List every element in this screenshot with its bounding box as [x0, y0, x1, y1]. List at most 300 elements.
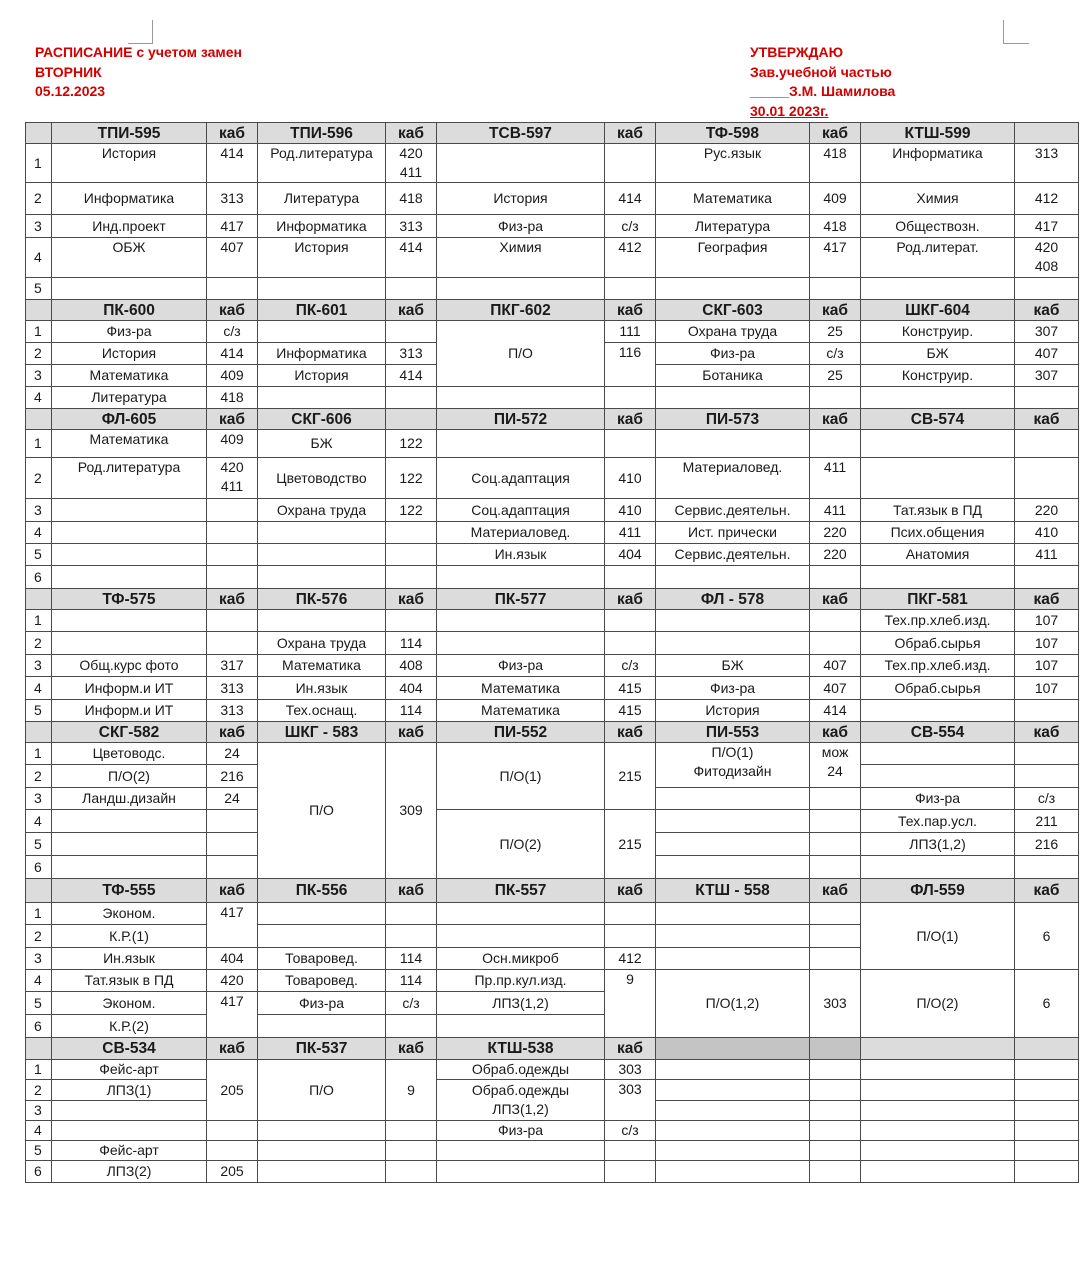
room-cell	[207, 499, 258, 522]
lesson-number: 2	[26, 458, 52, 499]
corner-mark-right	[1003, 20, 1004, 44]
subject-cell: П/О	[437, 321, 605, 387]
subject-cell: Информ.и ИТ	[52, 677, 207, 700]
room-cell: 417	[207, 903, 258, 948]
subject-cell	[861, 387, 1015, 409]
number-header-cell	[26, 722, 52, 743]
empty-room-header	[810, 1038, 861, 1060]
room-cell	[386, 321, 437, 343]
subject-cell	[656, 1161, 810, 1183]
lesson-row	[26, 278, 1079, 300]
subject-cell	[861, 765, 1015, 788]
subject-cell: Химия	[437, 238, 605, 278]
subject-cell: Ботаника	[656, 365, 810, 387]
room-cell	[207, 856, 258, 879]
room-cell: 414	[605, 183, 656, 215]
subject-cell: Рус.язык	[656, 144, 810, 183]
room-cell: 418	[810, 215, 861, 238]
room-cell	[810, 566, 861, 589]
room-cell: 24	[207, 743, 258, 765]
lesson-number: 2	[26, 925, 52, 948]
subject-cell: ЛПЗ(1,2)	[437, 992, 605, 1015]
lesson-number: 6	[26, 1161, 52, 1183]
lesson-number: 3	[26, 948, 52, 970]
group-name: СКГ-606	[258, 409, 386, 430]
room-cell	[1015, 1060, 1079, 1080]
lesson-row	[26, 215, 1079, 238]
subject-cell: Обраб.одежды	[437, 1060, 605, 1080]
lesson-number: 2	[26, 343, 52, 365]
subject-cell: П/О(1,2)	[656, 970, 810, 1038]
subject-cell	[258, 278, 386, 300]
room-cell: с/з	[605, 215, 656, 238]
group-name: ФЛ-559	[861, 879, 1015, 903]
room-cell: 307	[1015, 321, 1079, 343]
subject-cell	[258, 925, 386, 948]
room-cell: 220	[810, 544, 861, 566]
room-header: каб	[386, 879, 437, 903]
subject-cell	[437, 1015, 605, 1038]
group-name: ПК-556	[258, 879, 386, 903]
empty-room-header	[1015, 1038, 1079, 1060]
subject-cell	[656, 856, 810, 879]
subject-cell: Ин.язык	[258, 677, 386, 700]
room-header: каб	[605, 1038, 656, 1060]
room-cell: 409	[207, 365, 258, 387]
subject-cell	[656, 903, 810, 925]
subject-cell: Математика	[52, 365, 207, 387]
subject-cell	[52, 544, 207, 566]
room-header: каб	[810, 123, 861, 144]
lesson-number: 6	[26, 856, 52, 879]
room-header: каб	[207, 409, 258, 430]
room-cell: 114	[386, 948, 437, 970]
subject-cell: Фейс-арт	[52, 1141, 207, 1161]
room-cell: 417	[207, 215, 258, 238]
room-cell: 313	[1015, 144, 1079, 183]
group-header-row	[26, 300, 1079, 321]
room-cell	[386, 1121, 437, 1141]
group-name: ПИ-572	[437, 409, 605, 430]
subject-cell: Соц.адаптация	[437, 499, 605, 522]
subject-cell: БЖ	[656, 655, 810, 677]
group-name: ТПИ-596	[258, 123, 386, 144]
subject-cell	[258, 903, 386, 925]
subject-cell	[656, 1080, 810, 1101]
room-cell: 220	[1015, 499, 1079, 522]
subject-cell: История	[437, 183, 605, 215]
subject-cell	[52, 632, 207, 655]
subject-cell: История	[52, 343, 207, 365]
subject-cell: Математика	[437, 677, 605, 700]
room-cell	[810, 788, 861, 810]
room-line: 411	[399, 164, 423, 180]
subject-cell	[52, 610, 207, 632]
lesson-number: 4	[26, 970, 52, 992]
subject-cell: ОБЖ	[52, 238, 207, 278]
lesson-row	[26, 387, 1079, 409]
subject-cell: Материаловед.	[437, 522, 605, 544]
subject-line: Фитодизайн	[693, 763, 772, 779]
room-cell	[207, 566, 258, 589]
empty-group-name	[656, 1038, 810, 1060]
room-cell: 303	[605, 1060, 656, 1080]
subject-cell: Ландш.дизайн	[52, 788, 207, 810]
room-cell: 303	[605, 1080, 656, 1121]
room-cell: 407	[207, 238, 258, 278]
lesson-row	[26, 430, 1079, 458]
subject-cell: К.Р.(1)	[52, 925, 207, 948]
room-header: каб	[207, 300, 258, 321]
subject-cell: П/О(2)	[861, 970, 1015, 1038]
group-name: СВ-534	[52, 1038, 207, 1060]
subject-cell	[861, 1121, 1015, 1141]
subject-cell	[437, 1141, 605, 1161]
room-cell: 216	[207, 765, 258, 788]
room-header: каб	[207, 722, 258, 743]
subject-cell: История	[258, 238, 386, 278]
room-line: 420	[399, 145, 423, 161]
room-cell: с/з	[605, 655, 656, 677]
room-header: каб	[1015, 879, 1079, 903]
lesson-number: 6	[26, 1015, 52, 1038]
lesson-row	[26, 458, 1079, 499]
room-cell	[810, 903, 861, 925]
subject-cell: Фейс-арт	[52, 1060, 207, 1080]
room-cell	[810, 948, 861, 970]
subject-line: Обраб.одежды	[471, 1082, 570, 1098]
room-cell	[1015, 1101, 1079, 1121]
subject-cell: Материаловед.	[656, 458, 810, 499]
room-cell	[386, 1141, 437, 1161]
subject-cell	[861, 566, 1015, 589]
subject-cell: История	[258, 365, 386, 387]
room-header: каб	[207, 1038, 258, 1060]
room-cell	[605, 925, 656, 948]
room-cell: 417	[207, 992, 258, 1038]
subject-cell: Обраб.сырья	[861, 632, 1015, 655]
room-cell: 313	[207, 183, 258, 215]
room-header: каб	[386, 589, 437, 610]
subject-cell: Информатика	[52, 183, 207, 215]
lesson-number: 3	[26, 788, 52, 810]
room-header: каб	[605, 123, 656, 144]
subject-cell	[656, 743, 810, 788]
subject-cell: П/О(2)	[52, 765, 207, 788]
group-header-row	[26, 722, 1079, 743]
room-cell: 211	[1015, 810, 1079, 833]
lesson-number: 1	[26, 144, 52, 183]
group-name: ПИ-573	[656, 409, 810, 430]
subject-cell: Физ-ра	[437, 215, 605, 238]
room-line: 420	[220, 459, 244, 475]
room-header: каб	[605, 589, 656, 610]
group-name: КТШ-538	[437, 1038, 605, 1060]
room-cell: 412	[1015, 183, 1079, 215]
subject-cell: Товаровед.	[258, 970, 386, 992]
subject-cell	[437, 387, 605, 409]
lesson-number: 1	[26, 610, 52, 632]
room-header	[386, 409, 437, 430]
subject-cell: Инд.проект	[52, 215, 207, 238]
room-cell: 313	[207, 700, 258, 722]
room-header: каб	[1015, 589, 1079, 610]
subject-cell: Физ-ра	[656, 343, 810, 365]
group-name: ПК-537	[258, 1038, 386, 1060]
group-name: СКГ-582	[52, 722, 207, 743]
subject-line: П/О(1)	[711, 744, 754, 760]
room-line: 420	[1034, 239, 1059, 255]
lesson-row	[26, 183, 1079, 215]
subject-cell: Математика	[52, 430, 207, 458]
room-cell	[810, 1141, 861, 1161]
subject-cell	[437, 566, 605, 589]
subject-cell	[437, 1161, 605, 1183]
subject-cell: Цветоводство	[258, 458, 386, 499]
room-cell	[386, 566, 437, 589]
lesson-row	[26, 522, 1079, 544]
lesson-number: 1	[26, 321, 52, 343]
approval-position: Зав.учебной частью	[750, 63, 892, 80]
room-cell: 418	[207, 387, 258, 409]
room-cell: 411	[605, 522, 656, 544]
subject-cell: География	[656, 238, 810, 278]
room-cell: 303	[810, 970, 861, 1038]
room-cell: 25	[810, 321, 861, 343]
room-cell	[605, 632, 656, 655]
room-cell	[1015, 700, 1079, 722]
lesson-number: 1	[26, 1060, 52, 1080]
subject-cell	[656, 278, 810, 300]
lesson-row	[26, 1080, 1079, 1101]
subject-cell	[52, 810, 207, 833]
subject-cell: Информатика	[258, 215, 386, 238]
room-cell: 417	[1015, 215, 1079, 238]
room-header: каб	[810, 589, 861, 610]
room-cell	[605, 278, 656, 300]
group-name: ПКГ-581	[861, 589, 1015, 610]
room-cell: 313	[207, 677, 258, 700]
room-header: каб	[810, 409, 861, 430]
room-cell: 114	[386, 632, 437, 655]
room-cell	[386, 387, 437, 409]
room-cell: 216	[1015, 833, 1079, 856]
room-cell	[1015, 458, 1079, 499]
room-cell	[605, 430, 656, 458]
subject-cell: Ист. прически	[656, 522, 810, 544]
room-cell: 411	[1015, 544, 1079, 566]
number-header-cell	[26, 589, 52, 610]
group-name: ПИ-552	[437, 722, 605, 743]
subject-line: ЛПЗ(1,2)	[492, 1101, 549, 1117]
room-cell: 114	[386, 700, 437, 722]
room-cell	[810, 856, 861, 879]
subject-cell	[437, 610, 605, 632]
lesson-number: 5	[26, 1141, 52, 1161]
room-cell	[207, 632, 258, 655]
group-name: ПКГ-602	[437, 300, 605, 321]
lesson-number: 3	[26, 365, 52, 387]
number-header-cell	[26, 123, 52, 144]
room-header: каб	[810, 300, 861, 321]
lesson-number: 4	[26, 238, 52, 278]
room-cell	[207, 458, 258, 499]
room-cell: 417	[810, 238, 861, 278]
subject-cell: Общ.курс фото	[52, 655, 207, 677]
group-name: ПК-557	[437, 879, 605, 903]
subject-cell	[656, 430, 810, 458]
room-cell: 107	[1015, 632, 1079, 655]
subject-cell	[656, 1060, 810, 1080]
subject-cell	[656, 1101, 810, 1121]
group-header-row	[26, 879, 1079, 903]
subject-cell: Тех.оснащ.	[258, 700, 386, 722]
group-name: ФЛ - 578	[656, 589, 810, 610]
lesson-number: 2	[26, 765, 52, 788]
group-name: СВ-554	[861, 722, 1015, 743]
lesson-number: 4	[26, 522, 52, 544]
room-cell	[1015, 1080, 1079, 1101]
room-cell: 414	[386, 238, 437, 278]
subject-cell	[656, 788, 810, 810]
lesson-row	[26, 1060, 1079, 1080]
lesson-row	[26, 544, 1079, 566]
room-header: каб	[386, 300, 437, 321]
lesson-row	[26, 321, 1079, 343]
room-cell	[810, 632, 861, 655]
room-cell: 309	[386, 743, 437, 879]
subject-cell	[656, 948, 810, 970]
room-cell: 410	[1015, 522, 1079, 544]
room-cell: 205	[207, 1161, 258, 1183]
subject-cell: Математика	[258, 655, 386, 677]
room-header: каб	[810, 879, 861, 903]
subject-cell	[437, 925, 605, 948]
room-cell: 313	[386, 343, 437, 365]
room-cell	[810, 1080, 861, 1101]
room-cell: 114	[386, 970, 437, 992]
subject-cell: Литература	[258, 183, 386, 215]
room-header: каб	[207, 589, 258, 610]
room-header: каб	[1015, 300, 1079, 321]
room-cell: 420	[207, 970, 258, 992]
room-header: каб	[605, 879, 656, 903]
subject-cell	[656, 1141, 810, 1161]
room-cell: 215	[605, 810, 656, 879]
subject-cell: Информатика	[861, 144, 1015, 183]
room-cell	[1015, 278, 1079, 300]
subject-cell	[656, 833, 810, 856]
lesson-row	[26, 1141, 1079, 1161]
subject-cell: Обраб.сырья	[861, 677, 1015, 700]
subject-cell: ЛПЗ(1)	[52, 1080, 207, 1101]
room-cell: 411	[810, 458, 861, 499]
subject-cell: ЛПЗ(2)	[52, 1161, 207, 1183]
room-header: каб	[605, 722, 656, 743]
signature-line: _____	[750, 83, 789, 99]
room-cell	[605, 903, 656, 925]
subject-cell: Физ-ра	[52, 321, 207, 343]
room-cell: 122	[386, 430, 437, 458]
number-header-cell	[26, 300, 52, 321]
room-cell	[810, 925, 861, 948]
room-cell	[386, 522, 437, 544]
subject-cell	[258, 544, 386, 566]
lesson-number: 3	[26, 215, 52, 238]
lesson-number: 5	[26, 544, 52, 566]
subject-cell	[258, 1015, 386, 1038]
room-cell	[1015, 1161, 1079, 1183]
subject-cell	[861, 1080, 1015, 1101]
subject-cell: Информатика	[258, 343, 386, 365]
room-cell: 111	[605, 321, 656, 343]
lesson-row	[26, 238, 1079, 278]
room-cell: 6	[1015, 970, 1079, 1038]
subject-cell	[861, 278, 1015, 300]
lesson-row	[26, 632, 1079, 655]
subject-cell	[258, 321, 386, 343]
room-cell: 412	[605, 238, 656, 278]
subject-cell: Сервис.деятельн.	[656, 544, 810, 566]
schedule-title: РАСПИСАНИЕ с учетом замен	[35, 44, 243, 60]
subject-cell: Литература	[656, 215, 810, 238]
subject-cell: Литература	[52, 387, 207, 409]
room-cell: 415	[605, 677, 656, 700]
room-header: каб	[207, 879, 258, 903]
subject-cell: Обществозн.	[861, 215, 1015, 238]
subject-cell: Род.литература	[52, 458, 207, 499]
subject-cell	[258, 566, 386, 589]
subject-cell	[52, 856, 207, 879]
lesson-number: 2	[26, 632, 52, 655]
room-line: мож	[821, 744, 849, 760]
subject-cell	[52, 278, 207, 300]
group-header-row	[26, 409, 1079, 430]
lesson-row	[26, 566, 1079, 589]
room-cell: 414	[810, 700, 861, 722]
subject-cell	[52, 1121, 207, 1141]
approval-block	[750, 43, 895, 121]
room-cell: 414	[207, 343, 258, 365]
room-cell	[810, 833, 861, 856]
subject-cell: Соц.адаптация	[437, 458, 605, 499]
room-cell: 407	[1015, 343, 1079, 365]
room-cell: 107	[1015, 655, 1079, 677]
room-cell	[810, 1060, 861, 1080]
room-header	[1015, 123, 1079, 144]
subject-cell: Математика	[656, 183, 810, 215]
room-cell	[1015, 566, 1079, 589]
room-cell	[386, 144, 437, 183]
room-cell: 9	[386, 1060, 437, 1121]
subject-cell	[861, 430, 1015, 458]
empty-group-name	[861, 1038, 1015, 1060]
room-cell	[1015, 430, 1079, 458]
room-cell: с/з	[207, 321, 258, 343]
group-name: ШКГ-604	[861, 300, 1015, 321]
group-name: ТФ-598	[656, 123, 810, 144]
group-name: ТПИ-595	[52, 123, 207, 144]
lesson-number: 5	[26, 992, 52, 1015]
group-name: СКГ-603	[656, 300, 810, 321]
room-cell: 418	[386, 183, 437, 215]
room-cell: 205	[207, 1060, 258, 1121]
subject-cell	[861, 856, 1015, 879]
room-cell: 404	[386, 677, 437, 700]
subject-cell	[258, 387, 386, 409]
room-header: каб	[1015, 722, 1079, 743]
subject-cell	[52, 833, 207, 856]
